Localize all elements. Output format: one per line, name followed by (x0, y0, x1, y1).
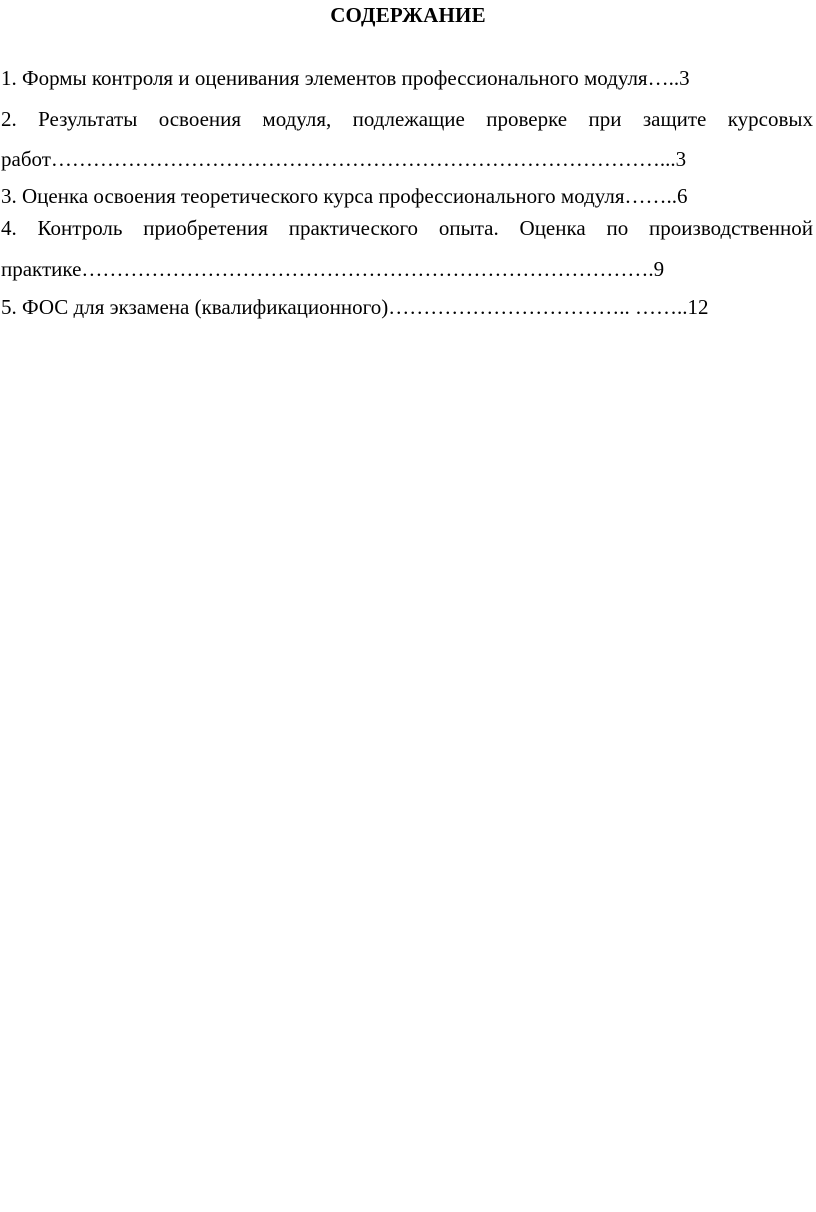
toc-entry-2-line-1: 2. Результаты освоения модуля, подлежащие проверке при защите курсовых (1, 107, 813, 131)
toc-entry-4-line-2: практике……………………………………………………………………….9 (1, 257, 665, 281)
page-title: СОДЕРЖАНИЕ (330, 3, 486, 27)
toc-entry-4-line-1: 4. Контроль приобретения практического опыта. Оценка по производственной (1, 216, 813, 240)
toc-entry-3: 3. Оценка освоения теоретического курса профессионального модуля……..6 (1, 184, 688, 208)
toc-entry-5: 5. ФОС для экзамена (квалификационного)…………………………….. ……..12 (1, 295, 709, 319)
toc-entry-1: 1. Формы контроля и оценивания элементов профессионального модуля…..3 (1, 66, 690, 90)
toc-entry-2-line-2: работ……………………………………………………………………………...3 (1, 147, 687, 171)
